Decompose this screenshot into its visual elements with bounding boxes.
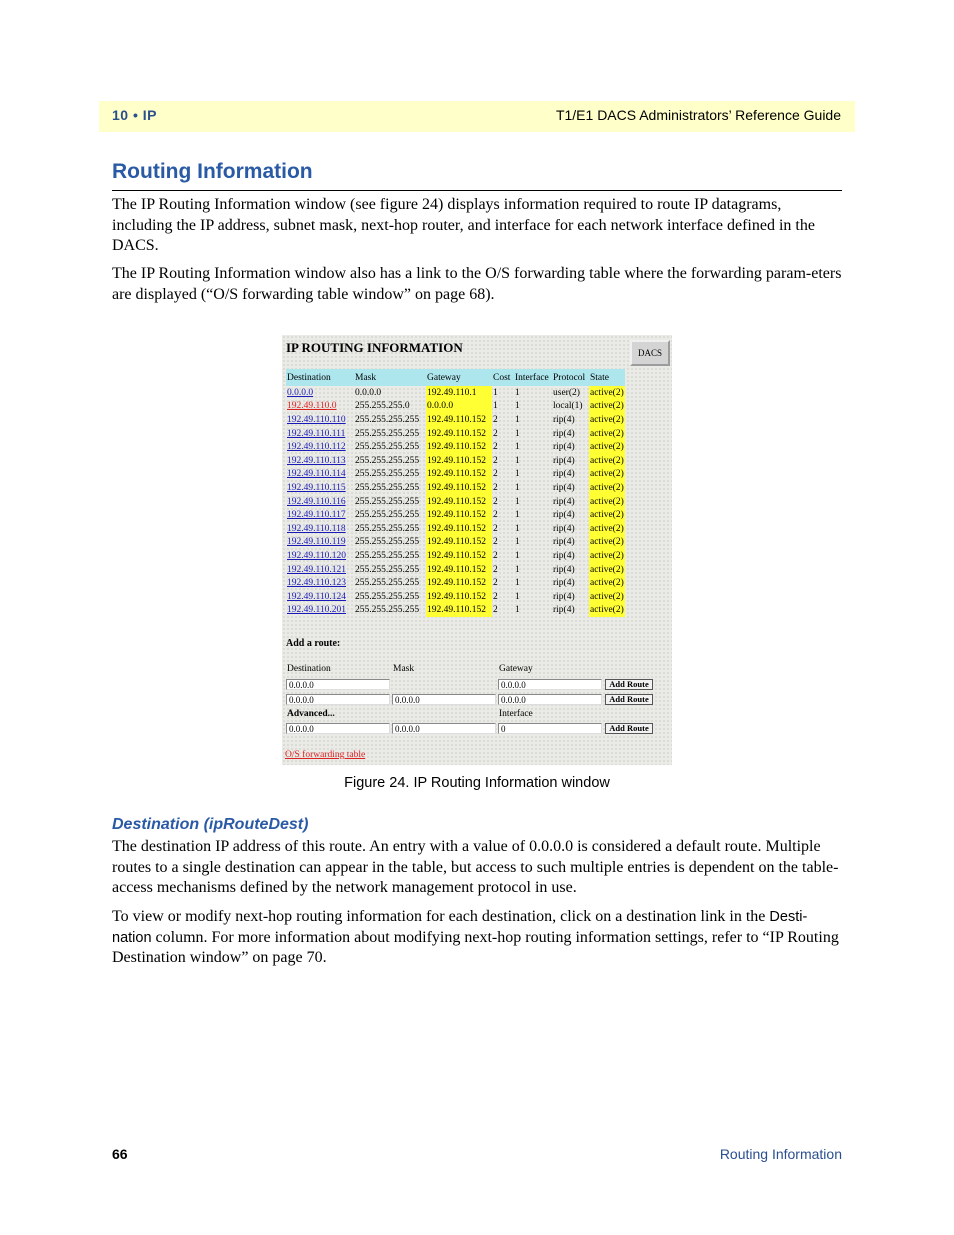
state-cell: active(2) bbox=[590, 496, 624, 507]
cost-cell: 2 bbox=[493, 550, 498, 561]
section-title: Routing Information bbox=[112, 160, 313, 183]
protocol-cell: rip(4) bbox=[553, 442, 575, 453]
advanced-label: Advanced... bbox=[287, 709, 335, 719]
destination-link[interactable]: 0.0.0.0 bbox=[287, 387, 314, 398]
interface-cell: 1 bbox=[515, 496, 520, 507]
os-forwarding-table-link[interactable]: O/S forwarding table bbox=[285, 750, 366, 760]
interface-cell: 1 bbox=[515, 482, 520, 493]
figure-caption: Figure 24. IP Routing Information window bbox=[344, 775, 610, 791]
paragraph-destination: The destination IP address of this route. An entry with a value of 0.0.0.0 is considered a default route. Multiple routes to a single destination can appear in the table, but access to such multiple entries is dependent on the table-access mechanisms defined by the network management protocol in use. bbox=[112, 838, 839, 896]
state-cell: active(2) bbox=[590, 469, 624, 480]
state-cell: active(2) bbox=[590, 591, 624, 602]
table-row bbox=[286, 549, 625, 563]
state-cell: active(2) bbox=[590, 482, 624, 493]
table-row bbox=[286, 495, 625, 509]
cost-cell: 2 bbox=[493, 455, 498, 466]
add-route-heading: Add a route: bbox=[286, 638, 341, 649]
gateway-cell: 192.49.110.152 bbox=[426, 522, 492, 536]
table-row bbox=[286, 536, 625, 550]
add-route-button-2[interactable]: Add Route bbox=[605, 694, 653, 705]
cost-cell: 2 bbox=[493, 428, 498, 439]
mask-cell: 255.255.255.255 bbox=[355, 564, 420, 575]
table-row bbox=[286, 440, 625, 454]
interface-cell: 1 bbox=[515, 469, 520, 480]
add-route-button-3[interactable]: Add Route bbox=[605, 723, 653, 734]
mask-cell: 255.255.255.255 bbox=[355, 428, 420, 439]
table-row bbox=[286, 400, 625, 414]
interface-cell: 1 bbox=[515, 387, 520, 398]
gateway-cell: 192.49.110.152 bbox=[426, 590, 492, 604]
cost-cell: 2 bbox=[493, 482, 498, 493]
gateway-input-2[interactable]: 0.0.0.0 bbox=[498, 694, 602, 705]
destination-link[interactable]: 192.49.110.117 bbox=[287, 510, 346, 521]
window-title: IP ROUTING INFORMATION bbox=[286, 340, 463, 355]
interface-cell: 1 bbox=[515, 455, 520, 466]
col-header-interface: Interface bbox=[514, 369, 552, 386]
table-row bbox=[286, 413, 625, 427]
interface-cell: 1 bbox=[515, 523, 520, 534]
interface-cell: 1 bbox=[515, 537, 520, 548]
gateway-cell: 192.49.110.152 bbox=[426, 508, 492, 522]
protocol-cell: rip(4) bbox=[553, 550, 575, 561]
col-header-gateway: Gateway bbox=[426, 369, 492, 386]
protocol-cell: rip(4) bbox=[553, 564, 575, 575]
destination-link[interactable]: 192.49.110.111 bbox=[287, 428, 346, 439]
cost-cell: 2 bbox=[493, 496, 498, 507]
gateway-cell: 192.49.110.152 bbox=[426, 495, 492, 509]
cost-cell: 2 bbox=[493, 469, 498, 480]
state-cell: active(2) bbox=[590, 387, 624, 398]
destination-label: Destination bbox=[287, 664, 331, 674]
destination-link[interactable]: 192.49.110.121 bbox=[287, 564, 347, 575]
state-cell: active(2) bbox=[590, 442, 624, 453]
mask-cell: 255.255.255.255 bbox=[355, 537, 420, 548]
state-cell: active(2) bbox=[590, 428, 624, 439]
state-cell: active(2) bbox=[590, 401, 624, 412]
cost-cell: 2 bbox=[493, 578, 498, 589]
interface-input-3[interactable]: 0 bbox=[498, 723, 602, 734]
protocol-cell: rip(4) bbox=[553, 605, 575, 616]
cost-cell: 2 bbox=[493, 414, 498, 425]
interface-cell: 1 bbox=[515, 578, 520, 589]
interface-cell: 1 bbox=[515, 510, 520, 521]
gateway-cell: 192.49.110.152 bbox=[426, 468, 492, 482]
protocol-cell: rip(4) bbox=[553, 537, 575, 548]
interface-cell: 1 bbox=[515, 550, 520, 561]
destination-link[interactable]: 192.49.110.115 bbox=[287, 482, 346, 493]
destination-link[interactable]: 192.49.110.110 bbox=[287, 414, 346, 425]
destination-link[interactable]: 192.49.110.124 bbox=[287, 591, 347, 602]
mask-cell: 255.255.255.255 bbox=[355, 591, 420, 602]
destination-link[interactable]: 192.49.110.118 bbox=[287, 523, 346, 534]
col-header-mask: Mask bbox=[354, 369, 426, 386]
mask-cell: 255.255.255.255 bbox=[355, 523, 420, 534]
state-cell: active(2) bbox=[590, 455, 624, 466]
cost-cell: 2 bbox=[493, 537, 498, 548]
interface-cell: 1 bbox=[515, 414, 520, 425]
gateway-cell: 192.49.110.152 bbox=[426, 563, 492, 577]
protocol-cell: rip(4) bbox=[553, 482, 575, 493]
paragraph-intro: The IP Routing Information window (see figure 24) displays information required to route IP datagrams, including the IP address, subnet mask, next-hop router, and interface for each network interface defined in the DACS. bbox=[112, 196, 815, 254]
mask-cell: 255.255.255.255 bbox=[355, 496, 420, 507]
mask-cell: 255.255.255.255 bbox=[355, 605, 420, 616]
footer-section: Routing Information bbox=[719, 1146, 842, 1162]
gateway-cell: 192.49.110.152 bbox=[426, 536, 492, 550]
gateway-cell: 192.49.110.1 bbox=[426, 386, 492, 400]
interface-cell: 1 bbox=[515, 401, 520, 412]
destination-link[interactable]: 192.49.110.123 bbox=[287, 578, 347, 589]
state-cell: active(2) bbox=[590, 605, 624, 616]
mask-cell: 255.255.255.255 bbox=[355, 469, 420, 480]
col-header-destination: Destination bbox=[286, 369, 354, 386]
table-row bbox=[286, 590, 625, 604]
protocol-cell: rip(4) bbox=[553, 510, 575, 521]
protocol-cell: rip(4) bbox=[553, 414, 575, 425]
mask-cell: 255.255.255.255 bbox=[355, 482, 420, 493]
table-row bbox=[286, 522, 625, 536]
subsection-heading: Destination (ipRouteDest) bbox=[112, 816, 309, 833]
protocol-cell: user(2) bbox=[553, 387, 580, 398]
table-row bbox=[286, 427, 625, 441]
gateway-cell: 192.49.110.152 bbox=[426, 413, 492, 427]
mask-cell: 255.255.255.0 bbox=[355, 401, 410, 412]
mask-label: Mask bbox=[393, 664, 415, 674]
col-header-cost: Cost bbox=[492, 369, 514, 386]
mask-input-3[interactable]: 0.0.0.0 bbox=[392, 723, 496, 734]
destination-link[interactable]: 192.49.110.114 bbox=[287, 469, 346, 480]
gateway-label: Gateway bbox=[499, 664, 533, 674]
destination-input-3[interactable]: 0.0.0.0 bbox=[286, 723, 390, 734]
add-route-button-1[interactable]: Add Route bbox=[605, 679, 653, 690]
mask-cell: 255.255.255.255 bbox=[355, 442, 420, 453]
protocol-cell: rip(4) bbox=[553, 428, 575, 439]
paragraph-link: The IP Routing Information window also has a link to the O/S forwarding table where the forwarding param-eters are displayed (“O/S forwarding table window” on page 68). bbox=[112, 265, 842, 303]
text-part: To view or modify next-hop routing information for each destination, click on a destination link in the bbox=[112, 908, 770, 925]
protocol-cell: rip(4) bbox=[553, 591, 575, 602]
dacs-button[interactable]: DACS bbox=[630, 340, 670, 366]
state-cell: active(2) bbox=[590, 578, 624, 589]
table-row bbox=[286, 508, 625, 522]
mask-cell: 0.0.0.0 bbox=[355, 387, 382, 398]
state-cell: active(2) bbox=[590, 414, 624, 425]
gateway-cell: 192.49.110.152 bbox=[426, 604, 492, 618]
state-cell: active(2) bbox=[590, 564, 624, 575]
table-row bbox=[286, 563, 625, 577]
column-term: Desti-nation bbox=[112, 909, 808, 946]
mask-cell: 255.255.255.255 bbox=[355, 414, 420, 425]
mask-cell: 255.255.255.255 bbox=[355, 455, 420, 466]
gateway-input-1[interactable]: 0.0.0.0 bbox=[498, 679, 602, 690]
routing-table bbox=[286, 369, 625, 617]
table-row bbox=[286, 481, 625, 495]
mask-cell: 255.255.255.255 bbox=[355, 550, 420, 561]
destination-link[interactable]: 192.49.110.112 bbox=[287, 442, 346, 453]
cost-cell: 2 bbox=[493, 442, 498, 453]
ip-routing-window-figure bbox=[282, 335, 672, 765]
state-cell: active(2) bbox=[590, 510, 624, 521]
destination-input-2[interactable]: 0.0.0.0 bbox=[286, 694, 390, 705]
col-header-state: State bbox=[589, 369, 625, 386]
gateway-cell: 192.49.110.152 bbox=[426, 481, 492, 495]
destination-link[interactable]: 192.49.110.201 bbox=[287, 605, 347, 616]
chapter-label: 10 • IP bbox=[112, 107, 157, 123]
protocol-cell: rip(4) bbox=[553, 455, 575, 466]
mask-cell: 255.255.255.255 bbox=[355, 510, 420, 521]
destination-link[interactable]: 192.49.110.120 bbox=[287, 550, 347, 561]
interface-cell: 1 bbox=[515, 591, 520, 602]
interface-cell: 1 bbox=[515, 428, 520, 439]
destination-link[interactable]: 192.49.110.116 bbox=[287, 496, 346, 507]
paragraph-view-modify bbox=[112, 907, 842, 969]
col-header-protocol: Protocol bbox=[552, 369, 589, 386]
table-row bbox=[286, 468, 625, 482]
guide-title: T1/E1 DACS Administrators’ Reference Guide bbox=[555, 107, 841, 123]
cost-cell: 2 bbox=[493, 510, 498, 521]
state-cell: active(2) bbox=[590, 537, 624, 548]
gateway-cell: 0.0.0.0 bbox=[426, 400, 492, 414]
cost-cell: 2 bbox=[493, 591, 498, 602]
table-row bbox=[286, 604, 625, 618]
interface-cell: 1 bbox=[515, 605, 520, 616]
cost-cell: 1 bbox=[493, 387, 498, 398]
table-row bbox=[286, 386, 625, 400]
cost-cell: 1 bbox=[493, 401, 498, 412]
destination-input-1[interactable]: 0.0.0.0 bbox=[286, 679, 390, 690]
gateway-cell: 192.49.110.152 bbox=[426, 454, 492, 468]
destination-link[interactable]: 192.49.110.0 bbox=[287, 401, 337, 412]
destination-link[interactable]: 192.49.110.113 bbox=[287, 455, 346, 466]
running-header bbox=[99, 101, 855, 132]
cost-cell: 2 bbox=[493, 605, 498, 616]
interface-cell: 1 bbox=[515, 442, 520, 453]
protocol-cell: rip(4) bbox=[553, 469, 575, 480]
protocol-cell: rip(4) bbox=[553, 578, 575, 589]
page-number: 66 bbox=[112, 1146, 128, 1162]
destination-link[interactable]: 192.49.110.119 bbox=[287, 537, 346, 548]
table-header-row bbox=[286, 369, 625, 386]
cost-cell: 2 bbox=[493, 564, 498, 575]
mask-cell: 255.255.255.255 bbox=[355, 578, 420, 589]
state-cell: active(2) bbox=[590, 523, 624, 534]
cost-cell: 2 bbox=[493, 523, 498, 534]
text-part: column. For more information about modifying next-hop routing information settings, refer to “IP Routing Destination window” on page 70. bbox=[112, 928, 839, 966]
mask-input-2[interactable]: 0.0.0.0 bbox=[392, 694, 496, 705]
title-rule bbox=[112, 190, 842, 191]
protocol-cell: rip(4) bbox=[553, 523, 575, 534]
gateway-cell: 192.49.110.152 bbox=[426, 440, 492, 454]
table-row bbox=[286, 576, 625, 590]
state-cell: active(2) bbox=[590, 550, 624, 561]
protocol-cell: local(1) bbox=[553, 401, 583, 412]
gateway-cell: 192.49.110.152 bbox=[426, 549, 492, 563]
interface-cell: 1 bbox=[515, 564, 520, 575]
table-row bbox=[286, 454, 625, 468]
gateway-cell: 192.49.110.152 bbox=[426, 576, 492, 590]
protocol-cell: rip(4) bbox=[553, 496, 575, 507]
gateway-cell: 192.49.110.152 bbox=[426, 427, 492, 441]
interface-label: Interface bbox=[499, 709, 533, 719]
